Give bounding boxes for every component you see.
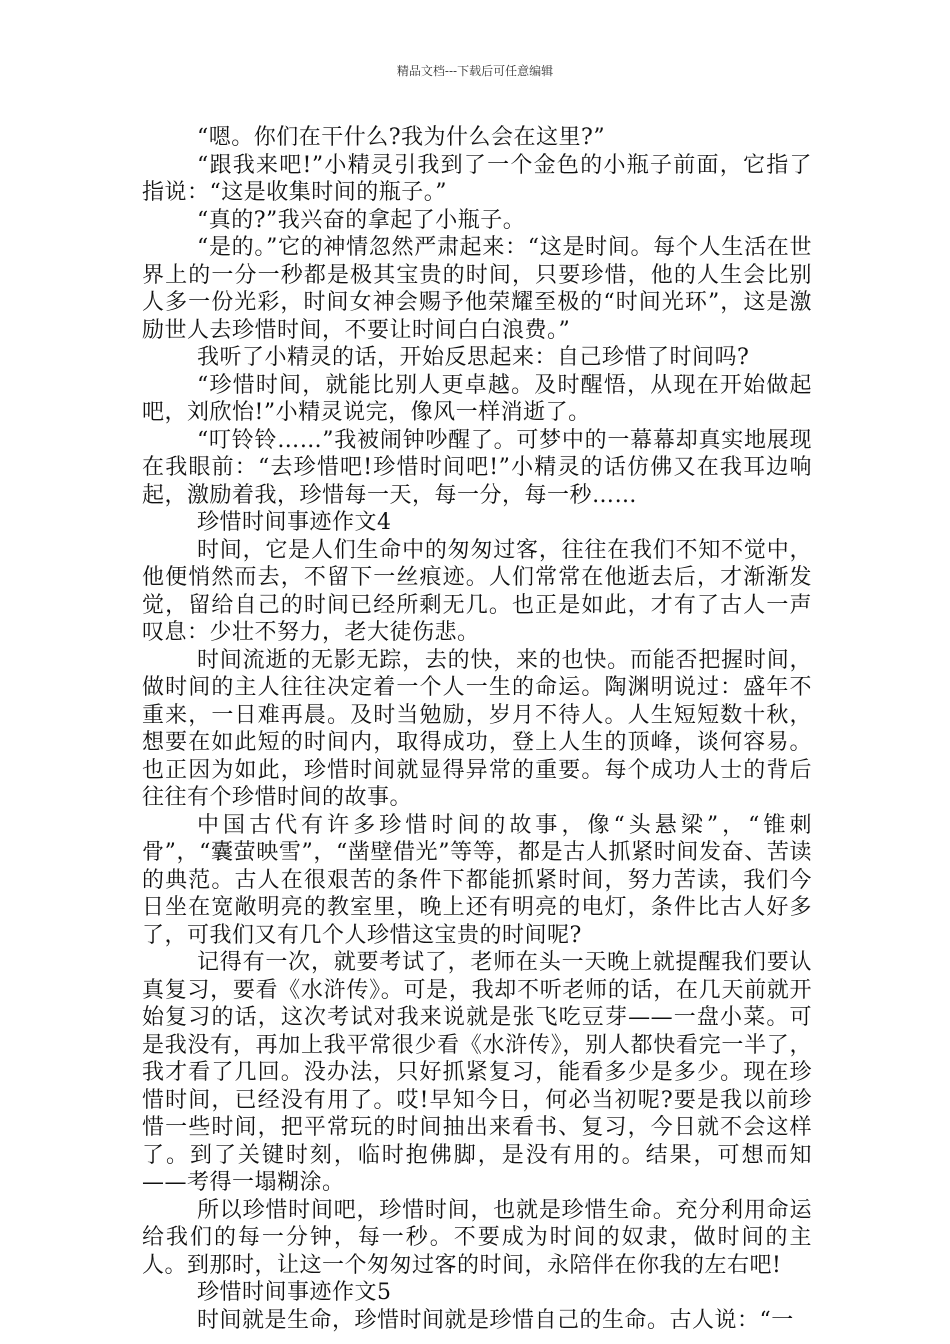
paragraph-7: “叮铃铃……”我被闹钟吵醒了。可梦中的一幕幕却真实地展现在我眼前：“去珍惜吧!珍惜时间吧!”小精灵的话仿佛又在我耳边响起，激励着我，珍惜每一天，每一分，每一秒…… xyxy=(142,427,812,508)
paragraph-11: 记得有一次，就要考试了，老师在头一天晚上就提醒我们要认真复习，要看《水浒传》。可是，我却不听老师的话，在几天前就开始复习的话，这次考试对我来说就是张飞吃豆芽——一盘小菜。可是我没有，再加上我平常很少看《水浒传》，别人都快看完一半了，我才看了几回。没办法，只好抓紧复习，能看多少是多少。现在珍惜时间，已经没有用了。哎!早知今日，何必当初呢?要是我以前珍惜一些时间，把平常玩的时间抽出来看书、复习，今日就不会这样了。到了关键时刻，临时抱佛脚，是没有用的。结果，可想而知——考得一塌糊涂。 xyxy=(142,950,812,1195)
paragraph-12: 所以珍惜时间吧，珍惜时间，也就是珍惜生命。充分利用命运给我们的每一分钟，每一秒。不要成为时间的奴隶，做时间的主人。到那时，让这一个匆匆过客的时间，永陪伴在你我的左右吧! xyxy=(142,1197,812,1278)
document-body xyxy=(142,124,812,1334)
paragraph-2: “跟我来吧!”小精灵引我到了一个金色的小瓶子前面，它指了指说：“这是收集时间的瓶子。” xyxy=(142,152,812,205)
page-header: 精品文档---下载后可任意编辑 xyxy=(396,64,554,78)
section-heading-5: 珍惜时间事迹作文5 xyxy=(197,1280,392,1305)
paragraph-13: 时间就是生命，珍惜时间就是珍惜自己的生命。古人说：“一 xyxy=(197,1307,794,1333)
paragraph-4: “是的。”它的神情忽然严肃起来：“这是时间。每个人生活在世界上的一分一秒都是极其宝贵的时间，只要珍惜，他的人生会比别人多一份光彩，时间女神会赐予他荣耀至极的“时间光环”，这是激励世人去珍惜时间，不要让时间白白浪费。” xyxy=(142,235,812,343)
paragraph-6: “珍惜时间，就能比别人更卓越。及时醒悟，从现在开始做起吧，刘欣怡!”小精灵说完，像风一样消逝了。 xyxy=(142,372,812,425)
section-heading-4: 珍惜时间事迹作文4 xyxy=(197,510,392,535)
paragraph-3: “真的?”我兴奋的拿起了小瓶子。 xyxy=(197,207,526,233)
paragraph-8: 时间，它是人们生命中的匆匆过客，往往在我们不知不觉中，他便悄然而去，不留下一丝痕迹。人们常常在他逝去后，才渐渐发觉，留给自己的时间已经所剩无几。也正是如此，才有了古人一声叹息：少壮不努力，老大徒伤悲。 xyxy=(142,537,812,645)
paragraph-1: “嗯。你们在干什么?我为什么会在这里?” xyxy=(197,125,606,150)
paragraph-10: 中国古代有许多珍惜时间的故事，像“头悬梁”，“锥刺骨”，“囊萤映雪”，“凿壁借光”等等，都是古人抓紧时间发奋、苦读的典范。古人在很艰苦的条件下都能抓紧时间，努力苦读，我们今日坐在宽敞明亮的教室里，晚上还有明亮的电灯，条件比古人好多了，可我们又有几个人珍惜这宝贵的时间呢? xyxy=(142,812,812,948)
paragraph-5: 我听了小精灵的话，开始反思起来：自己珍惜了时间吗? xyxy=(197,345,750,370)
paragraph-9: 时间流逝的无影无踪，去的快，来的也快。而能否把握时间，做时间的主人往往决定着一个人一生的命运。陶渊明说过：盛年不重来，一日难再晨。及时当勉励，岁月不待人。人生短短数十秋，想要在如此短的时间内，取得成功，登上人生的顶峰，谈何容易。也正因为如此，珍惜时间就显得异常的重要。每个成功人士的背后往往有个珍惜时间的故事。 xyxy=(142,647,812,810)
